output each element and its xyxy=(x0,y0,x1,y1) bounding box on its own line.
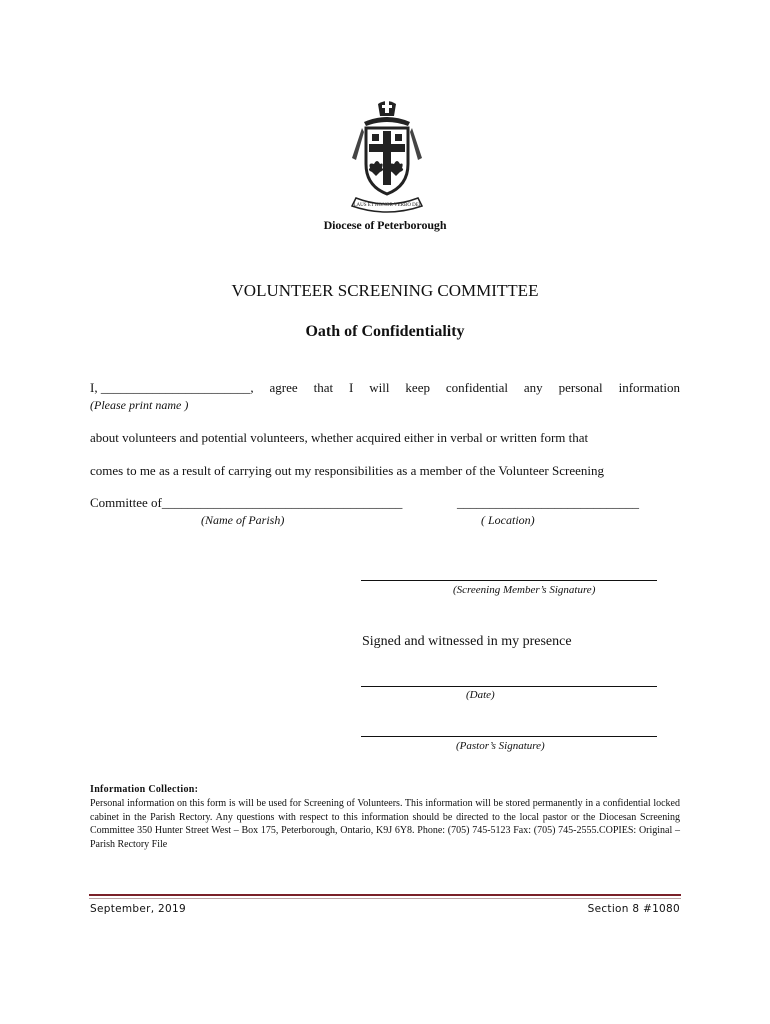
footer-date: September, 2019 xyxy=(90,903,186,915)
oath-word: will xyxy=(369,380,390,395)
footer-divider xyxy=(89,894,681,899)
oath-word: keep xyxy=(405,380,430,395)
witness-statement: Signed and witnessed in my presence xyxy=(362,634,572,649)
member-signature-line[interactable] xyxy=(361,580,657,581)
oath-word: information xyxy=(618,380,680,395)
oath-title: Oath of Confidentiality xyxy=(305,323,465,340)
pastor-signature-line[interactable] xyxy=(361,736,657,737)
name-blank[interactable]: I, _______________________, xyxy=(90,380,254,395)
oath-word: that xyxy=(313,380,334,395)
oath-line-3: comes to me as a result of carrying out my responsibilities as a member of the Volunteer Screening xyxy=(90,463,604,478)
page-heading: VOLUNTEER SCREENING COMMITTEE xyxy=(231,281,539,300)
diocese-crest-logo xyxy=(342,98,432,216)
oath-word: I xyxy=(349,380,354,395)
oath-word: any xyxy=(523,380,543,395)
footer-section: Section 8 #1080 xyxy=(587,903,680,915)
information-heading: Information Collection: xyxy=(90,784,199,795)
diocese-name: Diocese of Peterborough xyxy=(323,218,447,232)
oath-word: agree xyxy=(269,380,298,395)
oath-line-2: about volunteers and potential volunteers, whether acquired either in verbal or written form that xyxy=(90,430,589,445)
oath-line-1 xyxy=(90,380,680,396)
oath-word: personal xyxy=(558,380,603,395)
oath-word: confidential xyxy=(445,380,508,395)
date-caption: (Date) xyxy=(466,689,495,701)
crest-motto: LAUS ET HONOR VERBO DEI xyxy=(353,203,421,208)
information-body: Personal information on this form is will be used for Screening of Volunteers. This information will be stored permanently in a confidential locked cabinet in the Parish Rectory. Any questions with respect to this information should be directed to the local pastor or the Diocesan Screening Committee 350 Hunter Street West – Box 175, Peterborough, Ontario, K9J 6Y8. Phone: (705) 745-5123 Fax: (705) 745-2555.COPIES: Original – Parish Rectory File xyxy=(90,798,680,850)
parish-hint: (Name of Parish) xyxy=(201,513,285,527)
member-signature-caption: (Screening Member’s Signature) xyxy=(453,584,596,596)
parish-blank-line[interactable]: Committee of_____________________________________ xyxy=(90,495,403,510)
location-hint: ( Location) xyxy=(481,513,535,527)
date-line[interactable] xyxy=(361,686,657,687)
pastor-signature-caption: (Pastor’s Signature) xyxy=(456,740,545,752)
print-name-hint: (Please print name ) xyxy=(90,398,189,412)
location-blank[interactable]: ____________________________ xyxy=(457,495,639,510)
